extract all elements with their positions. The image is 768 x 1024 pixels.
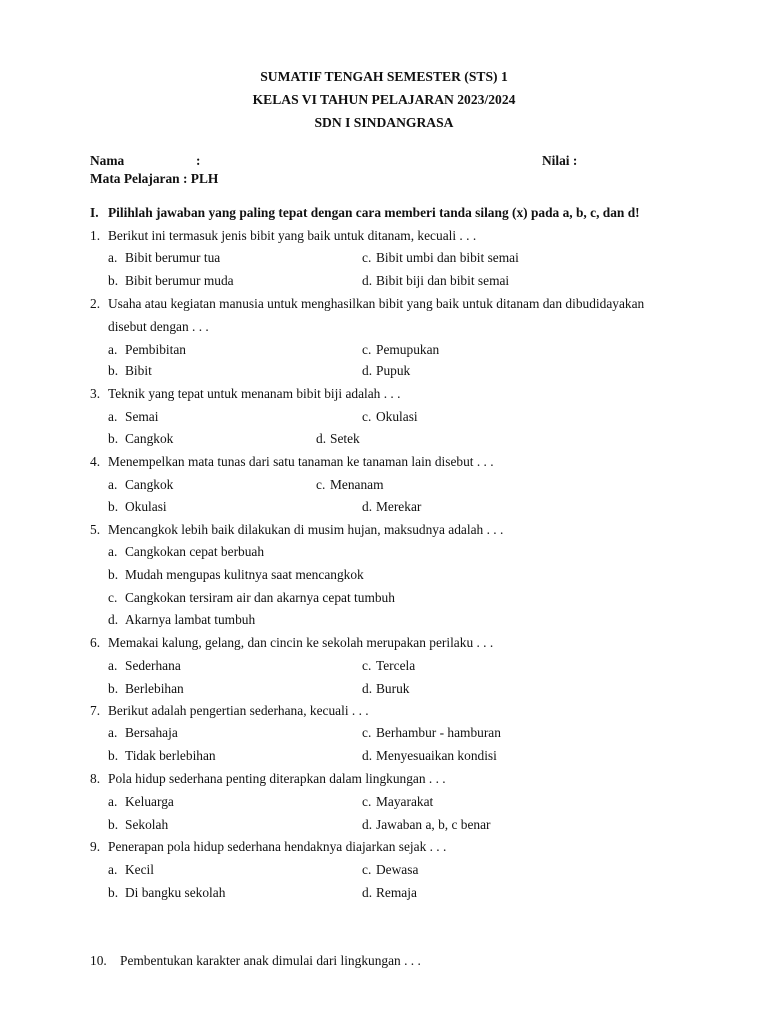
question-text: Teknik yang tepat untuk menanam bibit biji adalah . . . [108,386,401,401]
option-letter: d. [362,273,373,288]
option-letter: a. [108,409,118,424]
option-text: Merekar [376,499,422,514]
option-text: Bibit berumur muda [125,273,234,288]
question-3 [90,386,400,402]
option-3a[interactable] [108,409,158,425]
option-7a[interactable] [108,725,178,741]
option-5d[interactable] [108,612,255,628]
option-9b[interactable] [108,885,225,901]
option-1d[interactable] [362,273,509,289]
option-letter: c. [362,250,372,265]
option-letter: b. [108,681,119,696]
exam-title: SUMATIF TENGAH SEMESTER (STS) 1 [260,69,508,84]
option-text: Remaja [376,885,417,900]
option-letter: b. [108,885,119,900]
option-text: Semai [125,409,159,424]
option-6b[interactable] [108,681,184,697]
option-text: Kecil [125,862,154,877]
school-name: SDN I SINDANGRASA [314,115,454,130]
option-letter: d. [316,431,327,446]
option-text: Jawaban a, b, c benar [376,817,491,832]
option-letter: c. [362,794,372,809]
option-letter: a. [108,862,118,877]
option-3b[interactable] [108,431,173,447]
option-9d[interactable] [362,885,417,901]
question-text: Berikut ini termasuk jenis bibit yang baik untuk ditanam, kecuali . . . [108,228,477,243]
option-4b[interactable] [108,499,167,515]
question-text: Menempelkan mata tunas dari satu tanaman ke tanaman lain disebut . . . [108,454,494,469]
question-6 [90,635,493,651]
option-text: Menyesuaikan kondisi [376,748,497,763]
option-5a[interactable] [108,544,264,560]
option-text: Cangkok [125,477,174,492]
question-2-continued: disebut dengan . . . [108,319,209,334]
question-1 [90,228,476,244]
option-8d[interactable] [362,817,491,833]
option-letter: d. [362,817,373,832]
option-text: Buruk [376,681,410,696]
option-text: Okulasi [376,409,418,424]
option-text: Setek [330,431,360,446]
option-text: Bibit berumur tua [125,250,221,265]
question-number: 8. [90,771,101,786]
option-3d[interactable] [316,431,360,447]
option-letter: d. [362,681,373,696]
option-8a[interactable] [108,794,174,810]
option-text: Di bangku sekolah [125,885,226,900]
option-text: Tercela [376,658,416,673]
option-8c[interactable] [362,794,433,810]
option-letter: a. [108,794,118,809]
question-number: 9. [90,839,101,854]
question-number: 7. [90,703,101,718]
option-letter: d. [108,612,119,627]
option-2b[interactable] [108,363,152,379]
option-text: Tidak berlebihan [125,748,216,763]
option-4c[interactable] [316,477,384,493]
question-10 [90,953,421,969]
option-6d[interactable] [362,681,409,697]
question-number: 1. [90,228,101,243]
question-5 [90,522,503,538]
option-letter: a. [108,725,118,740]
option-text: Bibit umbi dan bibit semai [376,250,519,265]
option-text: Mayarakat [376,794,434,809]
question-number: 10. [90,953,107,968]
section-number: I. [90,205,99,220]
option-text: Bersahaja [125,725,178,740]
option-text: Cangkok [125,431,174,446]
option-text: Pembibitan [125,342,186,357]
option-2d[interactable] [362,363,410,379]
option-text: Bibit biji dan bibit semai [376,273,510,288]
option-1c[interactable] [362,250,519,266]
section-instruction: Pilihlah jawaban yang paling tepat dengan cara memberi tanda silang (x) pada a, b, c, dan d! [108,205,640,220]
option-1b[interactable] [108,273,234,289]
option-letter: b. [108,567,119,582]
question-number: 5. [90,522,101,537]
option-6c[interactable] [362,658,415,674]
question-number: 6. [90,635,101,650]
option-text: Menanam [330,477,384,492]
nama-label: Nama [90,153,125,168]
option-text: Akarnya lambat tumbuh [125,612,256,627]
option-letter: b. [108,363,119,378]
option-9a[interactable] [108,862,154,878]
option-text: Dewasa [376,862,419,877]
option-text: Pemupukan [376,342,440,357]
option-letter: d. [362,885,373,900]
option-letter: b. [108,748,119,763]
option-8b[interactable] [108,817,168,833]
option-letter: c. [362,409,372,424]
question-text: Pola hidup sederhana penting diterapkan dalam lingkungan . . . [108,771,446,786]
class-year: KELAS VI TAHUN PELAJARAN 2023/2024 [252,92,516,107]
question-text: Berikut adalah pengertian sederhana, kecuali . . . [108,703,369,718]
option-text: Okulasi [125,499,167,514]
question-text: Pembentukan karakter anak dimulai dari lingkungan . . . [120,953,421,968]
option-4d[interactable] [362,499,421,515]
option-text: Mudah mengupas kulitnya saat mencangkok [125,567,364,582]
subject-label: Mata Pelajaran : PLH [90,171,219,186]
option-letter: c. [362,725,372,740]
option-text: Pupuk [376,363,411,378]
option-9c[interactable] [362,862,418,878]
option-2c[interactable] [362,342,439,358]
option-text: Bibit [125,363,152,378]
nilai-label: Nilai : [542,153,578,168]
option-7d[interactable] [362,748,497,764]
option-letter: d. [362,748,373,763]
option-letter: a. [108,544,118,559]
question-9 [90,839,446,855]
option-letter: a. [108,477,118,492]
option-letter: c. [362,658,372,673]
option-letter: d. [362,363,373,378]
question-text: Usaha atau kegiatan manusia untuk menghasilkan bibit yang baik untuk ditanam dan dibudidayakan [108,296,645,311]
option-letter: c. [362,862,372,877]
option-text: Sekolah [125,817,169,832]
option-letter: c. [316,477,326,492]
question-text: Penerapan pola hidup sederhana hendaknya diajarkan sejak . . . [108,839,447,854]
question-2 [90,296,644,312]
question-number: 2. [90,296,101,311]
option-text: Keluarga [125,794,174,809]
option-text: Sederhana [125,658,181,673]
question-8 [90,771,446,787]
question-7 [90,703,369,719]
option-text: Cangkokan tersiram air dan akarnya cepat tumbuh [125,590,395,605]
option-letter: c. [362,342,372,357]
option-letter: a. [108,658,118,673]
option-letter: b. [108,431,119,446]
question-number: 4. [90,454,101,469]
question-number: 3. [90,386,101,401]
option-text: Berhambur - hamburan [376,725,501,740]
option-letter: b. [108,273,119,288]
option-5c[interactable] [108,590,395,606]
option-letter: d. [362,499,373,514]
option-2a[interactable] [108,342,186,358]
option-text: Berlebihan [125,681,184,696]
option-letter: b. [108,499,119,514]
option-3c[interactable] [362,409,418,425]
question-4 [90,454,494,470]
option-1a[interactable] [108,250,220,266]
option-letter: a. [108,250,118,265]
question-text: Mencangkok lebih baik dilakukan di musim hujan, maksudnya adalah . . . [108,522,504,537]
option-7b[interactable] [108,748,216,764]
option-letter: b. [108,817,119,832]
option-7c[interactable] [362,725,501,741]
option-letter: a. [108,342,118,357]
option-4a[interactable] [108,477,173,493]
option-text: Cangkokan cepat berbuah [125,544,265,559]
option-5b[interactable] [108,567,364,583]
nama-colon: : [196,153,201,168]
option-6a[interactable] [108,658,181,674]
question-text: Memakai kalung, gelang, dan cincin ke sekolah merupakan perilaku . . . [108,635,494,650]
option-letter: c. [108,590,118,605]
